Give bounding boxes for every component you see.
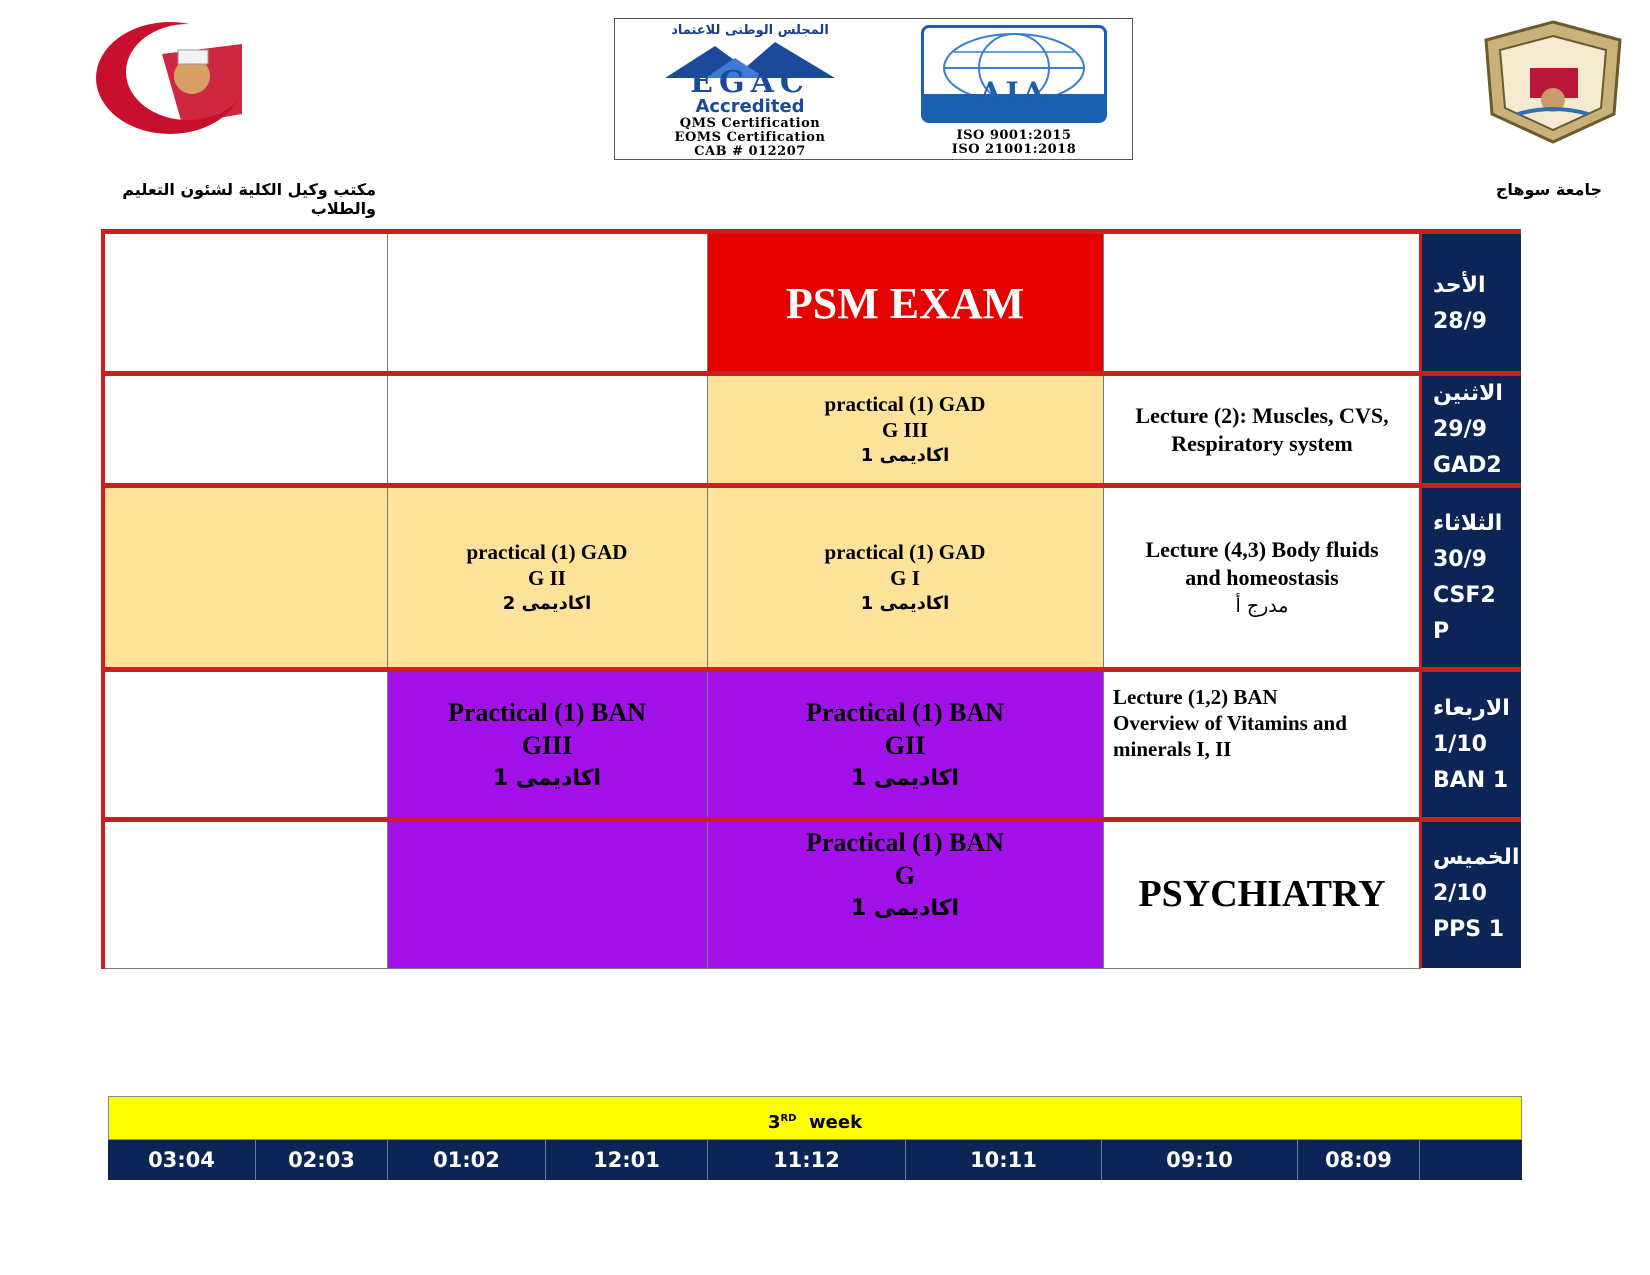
grid-line [1103, 234, 1104, 968]
row-border [101, 667, 1521, 672]
day-thursday [1421, 820, 1521, 968]
day-date: 1/10 [1433, 732, 1487, 757]
row-border [101, 371, 1521, 376]
time-slots-row [108, 1140, 1522, 1180]
day-tuesday [1421, 486, 1521, 670]
day-code: GAD2 [1433, 453, 1502, 478]
practical-title: practical (1) GAD [824, 540, 986, 564]
cell-thu-practical [707, 820, 1103, 968]
cell-wed-slot1 [105, 670, 387, 820]
day-code: PPS 1 [1433, 917, 1505, 942]
egac-badge [625, 23, 875, 159]
time-slot: 10:11 [906, 1140, 1102, 1180]
cell-psm-exam: PSM EXAM [707, 234, 1103, 374]
cell-tue-lecture [1103, 486, 1421, 670]
aja-badge [921, 25, 1107, 157]
day-date: 29/9 [1433, 417, 1487, 442]
cell-mon-slot1 [105, 374, 387, 486]
practical-title: practical (1) GAD [466, 540, 628, 564]
practical-title: Practical (1) BAN [448, 697, 646, 727]
practical-room: اكاديمى 1 [492, 765, 602, 791]
cell-tue-slot1 [105, 486, 387, 670]
time-slot: 11:12 [708, 1140, 906, 1180]
cell-wed-practical2 [387, 670, 707, 820]
day-name: الخميس [1433, 845, 1520, 870]
practical-room: اكاديمى 1 [850, 765, 960, 791]
grid-line [387, 234, 388, 968]
day-name: الأحد [1433, 273, 1486, 298]
aja-name: AJA [979, 76, 1049, 109]
day-monday [1421, 374, 1521, 486]
faculty-logo [92, 14, 262, 136]
egac-line3: CAB # 012207 [694, 144, 806, 159]
time-slot: 08:09 [1298, 1140, 1420, 1180]
egac-line1: QMS Certification [679, 116, 821, 131]
cell-mon-lecture [1103, 374, 1421, 486]
aja-iso1: ISO 9001:2015 [956, 128, 1072, 143]
grid-line [105, 968, 1421, 969]
week-number: 3 [767, 1112, 781, 1133]
egac-name: EGAC [690, 65, 810, 100]
university-name: جامعة سوهاج [1495, 180, 1602, 199]
egac-line2: EOMS Certification [674, 130, 826, 145]
lecture-line2: Respiratory system [1171, 431, 1353, 456]
egac-accredited: Accredited [695, 96, 805, 117]
time-slot: 01:02 [388, 1140, 546, 1180]
grid-line [707, 234, 708, 968]
row-border [101, 229, 1521, 234]
row-border [101, 817, 1521, 822]
day-code2: P [1433, 619, 1450, 644]
cell-sun-slot2 [387, 234, 707, 374]
practical-group: G II [528, 566, 566, 590]
lecture-line1: Lecture (4,3) Body fluids [1145, 537, 1379, 562]
lecture-hall: مدرج أ [1235, 595, 1289, 617]
week-label [108, 1096, 1522, 1140]
aja-iso2: ISO 21001:2018 [951, 142, 1077, 157]
time-slot: 02:03 [256, 1140, 388, 1180]
left-border [101, 229, 105, 969]
cell-tue-practical1 [707, 486, 1103, 670]
time-slot: 09:10 [1102, 1140, 1298, 1180]
practical-title: Practical (1) BAN [806, 828, 1004, 857]
day-wednesday [1421, 670, 1521, 820]
day-date: 2/10 [1433, 881, 1487, 906]
week-text: week [809, 1112, 863, 1133]
practical-room: اكاديمى 1 [850, 896, 960, 921]
globe-icon [921, 25, 1107, 123]
practical-title: Practical (1) BAN [806, 697, 1004, 727]
office-title: مكتب وكيل الكلية لشئون التعليم والطلاب [122, 180, 376, 218]
cell-thu-slot1 [105, 820, 387, 968]
cell-mon-practical [707, 374, 1103, 486]
cell-wed-lecture [1103, 670, 1421, 820]
accreditation-banner [614, 18, 1133, 160]
practical-room: اكاديمى 1 [860, 593, 950, 614]
day-code: CSF2 [1433, 583, 1496, 608]
time-slot-empty [1420, 1140, 1522, 1180]
cell-tue-practical2 [387, 486, 707, 670]
time-slot: 03:04 [108, 1140, 256, 1180]
day-date: 30/9 [1433, 547, 1487, 572]
lecture-line3: minerals I, II [1113, 737, 1232, 761]
cell-wed-practical1 [707, 670, 1103, 820]
week-suffix: RD [780, 1113, 797, 1124]
day-code: BAN 1 [1433, 768, 1509, 793]
lecture-line2: Overview of Vitamins and [1113, 711, 1347, 735]
day-name: الاربعاء [1433, 696, 1510, 721]
lecture-line1: Lecture (1,2) BAN [1113, 685, 1278, 709]
row-border [101, 483, 1521, 488]
practical-group: G III [881, 418, 929, 442]
day-name: الاثنين [1433, 381, 1503, 406]
day-name: الثلاثاء [1433, 511, 1503, 536]
egac-arabic: المجلس الوطنى للاعتماد [671, 23, 829, 38]
time-slot: 12:01 [546, 1140, 708, 1180]
day-date: 28/9 [1433, 309, 1487, 334]
practical-room: اكاديمى 1 [860, 445, 950, 466]
cell-mon-slot2 [387, 374, 707, 486]
university-seal [1478, 18, 1628, 146]
schedule-table [105, 234, 1521, 968]
practical-group: GIII [521, 730, 573, 760]
lecture-line1: Lecture (2): Muscles, CVS, [1135, 403, 1389, 428]
cell-psychiatry: PSYCHIATRY [1103, 820, 1421, 968]
cell-sun-slot4 [1103, 234, 1421, 374]
day-sunday [1421, 234, 1521, 374]
practical-room: اكاديمى 2 [502, 593, 592, 614]
practical-group: G [894, 861, 916, 890]
cell-thu-slot2 [387, 820, 707, 968]
practical-group: GII [884, 730, 926, 760]
day-column-border [1419, 229, 1422, 968]
practical-title: practical (1) GAD [824, 392, 986, 416]
lecture-line2: and homeostasis [1185, 565, 1339, 590]
practical-group: G I [890, 566, 920, 590]
cell-sun-slot1 [105, 234, 387, 374]
